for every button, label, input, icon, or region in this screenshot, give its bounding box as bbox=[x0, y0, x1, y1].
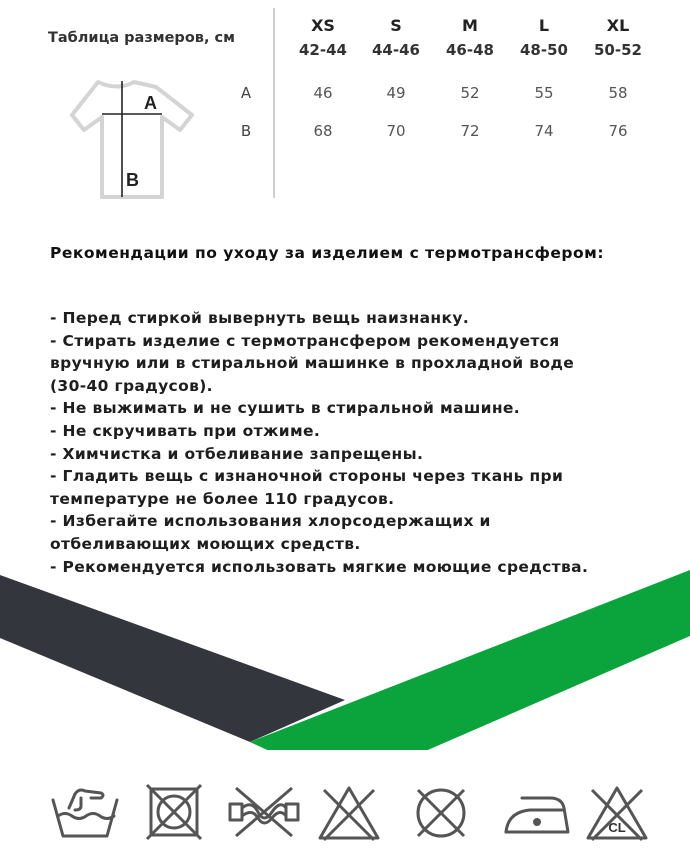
no-tumble-dry-icon bbox=[144, 782, 204, 842]
size-range: 48-50 bbox=[520, 41, 568, 59]
care-line: - Не скручивать при отжиме. bbox=[50, 421, 321, 440]
care-line: - Химчистка и отбеливание запрещены. bbox=[50, 444, 424, 463]
care-line: - Рекомендуется использовать мягкие моющие средства. bbox=[50, 557, 589, 576]
size-range: 42-44 bbox=[299, 41, 347, 59]
tshirt-diagram bbox=[68, 75, 198, 200]
care-line: вручную или в стиральной машинке в прохладной воде bbox=[50, 354, 575, 373]
care-line: температуре не более 110 градусов. bbox=[50, 489, 395, 508]
no-chlorine-bleach-icon bbox=[584, 782, 650, 844]
no-bleach-icon bbox=[316, 782, 382, 844]
no-wring-icon bbox=[226, 782, 302, 842]
value-a: 58 bbox=[608, 84, 628, 102]
hand-wash-icon bbox=[45, 782, 125, 842]
size-name: XS bbox=[311, 16, 335, 35]
size-column-xs bbox=[288, 15, 358, 140]
care-line: - Стирать изделие с термотрансфером рекомендуется bbox=[50, 331, 560, 350]
size-table-title: Таблица размеров, см bbox=[48, 30, 235, 46]
table-divider bbox=[273, 8, 275, 198]
size-column-m bbox=[435, 15, 505, 140]
cl-text: CL bbox=[608, 820, 626, 835]
size-column-l bbox=[509, 15, 579, 140]
row-label-a: A bbox=[240, 84, 252, 102]
care-line: - Не выжимать и не сушить в стиральной машине. bbox=[50, 399, 521, 418]
value-a: 52 bbox=[460, 84, 480, 102]
size-range: 46-48 bbox=[446, 41, 494, 59]
size-name: XL bbox=[606, 16, 630, 35]
care-list bbox=[50, 307, 650, 578]
dark-band bbox=[0, 575, 345, 742]
row-label-b: B bbox=[240, 122, 252, 140]
care-line: - Избегайте использования хлорсодержащих и bbox=[50, 512, 491, 531]
green-band bbox=[250, 570, 690, 750]
value-b: 72 bbox=[460, 122, 480, 140]
care-icons-row bbox=[0, 782, 690, 854]
value-b: 68 bbox=[313, 122, 333, 140]
size-name: L bbox=[538, 16, 550, 35]
care-line: - Гладить вещь с изнаночной стороны через ткань при bbox=[50, 467, 564, 486]
care-line: - Перед стиркой вывернуть вещь наизнанку. bbox=[50, 309, 470, 327]
value-b: 74 bbox=[534, 122, 554, 140]
care-line: (30-40 градусов). bbox=[50, 376, 213, 395]
value-a: 46 bbox=[313, 84, 333, 102]
diagram-label-a: A bbox=[144, 93, 157, 113]
diagram-label-b: B bbox=[126, 170, 139, 190]
decorative-bands bbox=[0, 560, 690, 750]
value-a: 55 bbox=[534, 84, 554, 102]
care-line: отбеливающих моющих средств. bbox=[50, 534, 361, 553]
iron-low-icon bbox=[500, 782, 574, 842]
value-a: 49 bbox=[386, 84, 406, 102]
size-range: 44-46 bbox=[372, 41, 420, 59]
value-b: 76 bbox=[608, 122, 628, 140]
size-name: M bbox=[462, 16, 478, 35]
size-column-s bbox=[361, 15, 431, 140]
value-b: 70 bbox=[386, 122, 406, 140]
no-dry-clean-icon bbox=[410, 782, 472, 844]
size-range: 50-52 bbox=[594, 41, 642, 59]
size-name: S bbox=[390, 16, 402, 35]
size-column-xl bbox=[583, 15, 653, 140]
care-title: Рекомендации по уходу за изделием с термотрансфером: bbox=[50, 244, 605, 262]
